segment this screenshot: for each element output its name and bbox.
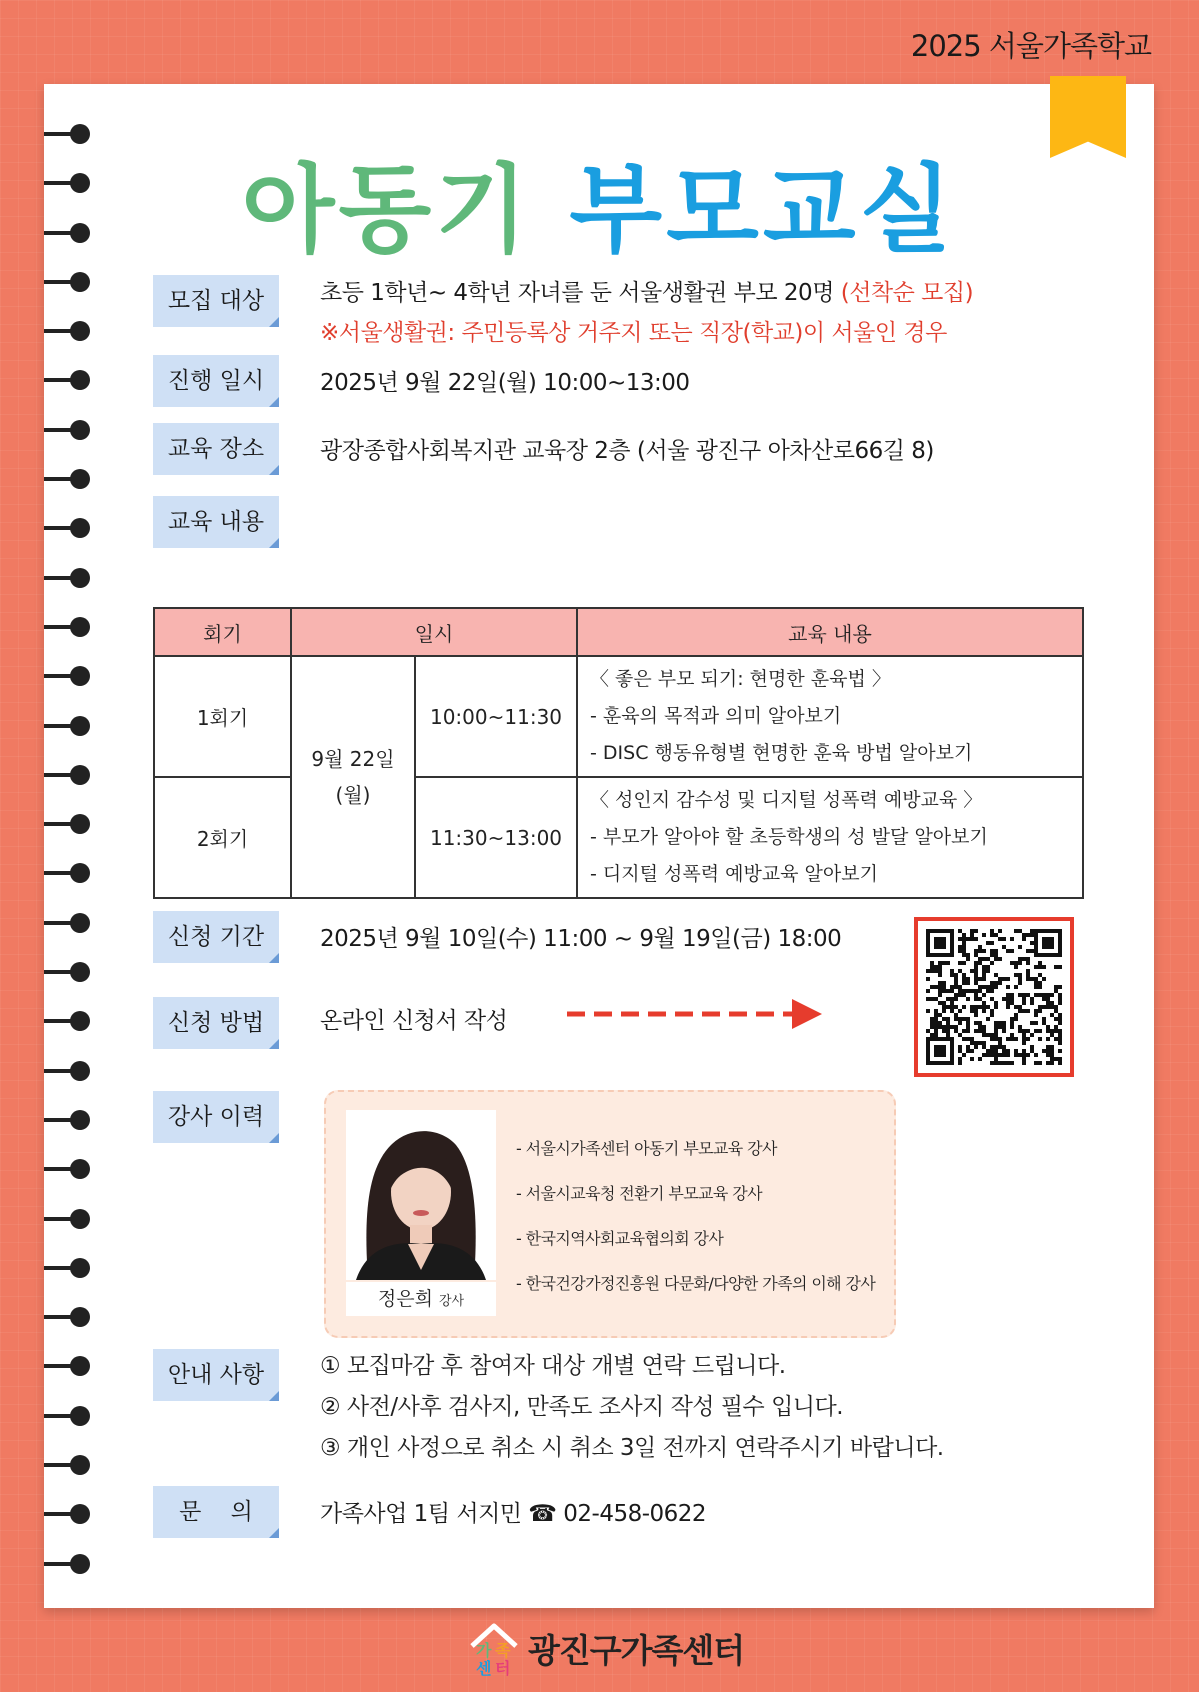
binder-ring <box>44 664 104 713</box>
program-tag: 2025 서울가족학교 <box>910 29 1151 63</box>
binder-ring <box>44 1404 104 1453</box>
binder-ring <box>44 615 104 664</box>
date-label: 진행 일시 <box>153 355 279 407</box>
instructor-box <box>324 1090 896 1338</box>
svg-text:터: 터 <box>495 1659 511 1676</box>
list-item: - 한국지역사회교육협의회 강사 <box>516 1229 724 1248</box>
binder-ring <box>44 1157 104 1206</box>
inquiry-text: 가족사업 1팀 서지민 ☎ 02-458-0622 <box>320 1501 707 1527</box>
binder-ring <box>44 566 104 615</box>
header-date: 일시 <box>291 608 577 656</box>
title-part1: 아동기 <box>241 154 532 266</box>
binder-ring <box>44 319 104 368</box>
footer-logo <box>468 1618 744 1678</box>
list-item: - 서울시교육청 전환기 부모교육 강사 <box>516 1184 762 1203</box>
inquiry-label: 문 의 <box>153 1486 279 1538</box>
binder-rings <box>44 122 104 1601</box>
apply-period-text: 2025년 9월 10일(수) 11:00 ~ 9월 19일(금) 18:00 <box>320 926 842 952</box>
arrow-icon <box>567 999 822 1029</box>
binder-ring <box>44 418 104 467</box>
binder-ring <box>44 960 104 1009</box>
binder-ring <box>44 516 104 565</box>
binder-ring <box>44 1108 104 1157</box>
svg-text:족: 족 <box>495 1641 511 1660</box>
date-text: 2025년 9월 22일(월) 10:00~13:00 <box>320 370 690 396</box>
binder-ring <box>44 1354 104 1403</box>
content-line: - 부모가 알아야 할 초등학생의 성 발달 알아보기 <box>590 826 988 848</box>
title-part2: 부모교실 <box>569 154 957 266</box>
family-center-logo-icon <box>468 1620 520 1676</box>
notice-label: 안내 사항 <box>153 1349 279 1401</box>
list-item: - 서울시가족센터 아동기 부모교육 강사 <box>516 1139 777 1158</box>
time-cell: 11:30~13:00 <box>415 777 577 898</box>
list-item: ② 사전/사후 검사지, 만족도 조사지 작성 필수 입니다. <box>320 1394 844 1420</box>
instructor-name <box>346 1282 496 1316</box>
footer-org-name: 광진구가족센터 <box>528 1630 745 1670</box>
binder-ring <box>44 861 104 910</box>
time-cell: 10:00~11:30 <box>415 656 577 777</box>
instructor-name-text: 정은희 <box>377 1288 433 1310</box>
binder-ring <box>44 1256 104 1305</box>
notice-list <box>320 1346 944 1469</box>
place-label: 교육 장소 <box>153 423 279 475</box>
recruit-text: 초등 1학년~ 4학년 자녀를 둔 서울생활권 부모 20명 (선착순 모집) <box>320 280 974 306</box>
apply-method-text: 온라인 신청서 작성 <box>320 1008 508 1034</box>
list-item: - 한국건강가정진흥원 다문화/다양한 가족의 이해 강사 <box>516 1274 876 1293</box>
content-line: - 훈육의 목적과 의미 알아보기 <box>590 705 842 727</box>
binder-ring <box>44 714 104 763</box>
weekday-text: (월) <box>335 783 371 807</box>
content-line: - 디지털 성폭력 예방교육 알아보기 <box>590 863 878 885</box>
place-text: 광장종합사회복지관 교육장 2층 (서울 광진구 아차산로66길 8) <box>320 438 934 464</box>
instructor-photo <box>346 1110 496 1280</box>
schedule-table <box>153 607 1084 899</box>
binder-ring <box>44 1453 104 1502</box>
binder-ring <box>44 812 104 861</box>
binder-ring <box>44 763 104 812</box>
binder-ring <box>44 270 104 319</box>
binder-ring <box>44 1009 104 1058</box>
binder-ring <box>44 1305 104 1354</box>
session-cell: 1회기 <box>154 656 291 777</box>
binder-ring <box>44 1552 104 1601</box>
instructor-title: 강사 <box>438 1294 465 1309</box>
svg-text:센: 센 <box>476 1659 492 1676</box>
svg-text:가: 가 <box>476 1641 492 1660</box>
list-item: ③ 개인 사정으로 취소 시 취소 3일 전까지 연락주시기 바랍니다. <box>320 1435 944 1461</box>
qr-code[interactable] <box>914 917 1074 1077</box>
binder-ring <box>44 467 104 516</box>
content-line: - DISC 행동유형별 현명한 훈육 방법 알아보기 <box>590 742 973 764</box>
content-cell <box>577 656 1083 777</box>
day-text: 9월 22일 <box>311 747 395 771</box>
binder-ring <box>44 1207 104 1256</box>
table-row <box>154 656 1083 777</box>
binder-ring <box>44 368 104 417</box>
page-title <box>44 134 1154 271</box>
instructor-history <box>516 1126 875 1306</box>
binder-ring <box>44 1502 104 1551</box>
day-cell <box>291 656 415 898</box>
qr-code-icon <box>926 929 1062 1065</box>
header-session: 회기 <box>154 608 291 656</box>
content-line: 〈 성인지 감수성 및 디지털 성폭력 예방교육 〉 <box>590 789 983 811</box>
poster-paper <box>44 84 1154 1608</box>
apply-period-label: 신청 기간 <box>153 911 279 963</box>
recruit-label: 모집 대상 <box>153 275 279 327</box>
content-cell <box>577 777 1083 898</box>
binder-ring <box>44 911 104 960</box>
content-line: 〈 좋은 부모 되기: 현명한 훈육법 〉 <box>590 668 891 690</box>
header-content: 교육 내용 <box>577 608 1083 656</box>
apply-method-label: 신청 방법 <box>153 997 279 1049</box>
recruit-note: (선착순 모집) <box>840 280 974 306</box>
session-cell: 2회기 <box>154 777 291 898</box>
instructor-label: 강사 이력 <box>153 1091 279 1143</box>
list-item: ① 모집마감 후 참여자 대상 개별 연락 드립니다. <box>320 1353 786 1379</box>
content-label: 교육 내용 <box>153 496 279 548</box>
recruit-sub: ※서울생활권: 주민등록상 거주지 또는 직장(학교)이 서울인 경우 <box>320 320 947 346</box>
binder-ring <box>44 1059 104 1108</box>
